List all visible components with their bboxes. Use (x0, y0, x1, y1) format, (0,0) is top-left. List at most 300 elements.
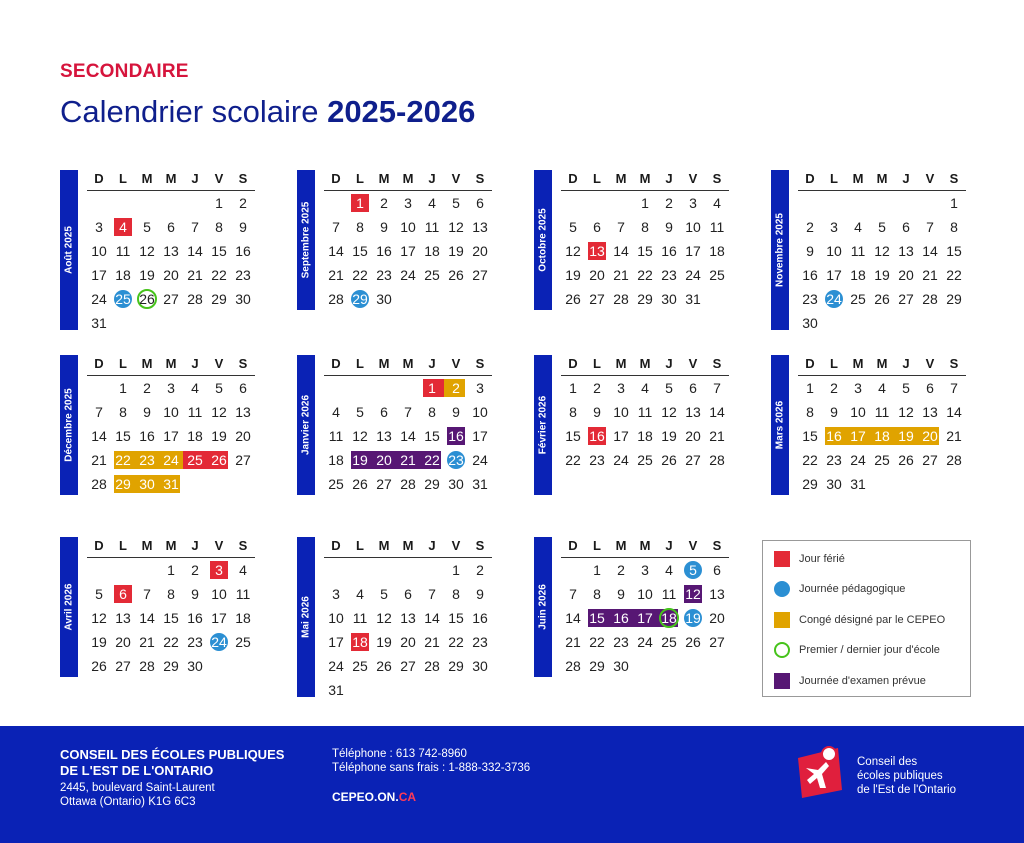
day-cell: 24 (613, 452, 629, 468)
day-cell: 25 (115, 291, 131, 307)
weekday-label: V (925, 356, 935, 371)
day-cell: 14 (922, 243, 938, 259)
day-cell: 16 (826, 428, 842, 444)
weekday-label: J (428, 538, 436, 553)
day-cell: 10 (328, 610, 344, 626)
day-cell: 4 (713, 195, 721, 211)
day-cell: 16 (235, 243, 251, 259)
day-cell: 9 (143, 404, 151, 420)
day-cell: 15 (565, 428, 581, 444)
weekday-label: J (428, 356, 436, 371)
day-cell: 14 (709, 404, 725, 420)
day-cell: 11 (352, 610, 368, 626)
legend-item (774, 610, 945, 630)
day-cell: 16 (589, 428, 605, 444)
day-cell: 11 (328, 428, 344, 444)
day-cell: 7 (404, 404, 412, 420)
day-cell: 25 (637, 452, 653, 468)
day-cell: 1 (452, 562, 460, 578)
day-cell: 3 (617, 380, 625, 396)
day-cell: 23 (826, 452, 842, 468)
day-cell: 9 (617, 586, 625, 602)
day-cell: 11 (235, 586, 251, 602)
day-cell: 24 (328, 658, 344, 674)
day-cell: 16 (613, 610, 629, 626)
day-cell: 21 (187, 267, 203, 283)
month-name: Août 2025 (63, 226, 75, 274)
day-cell: 5 (665, 380, 673, 396)
day-cell: 21 (946, 428, 962, 444)
day-cell: 2 (143, 380, 151, 396)
day-cell: 13 (589, 243, 605, 259)
subtitle: SECONDAIRE (60, 61, 189, 82)
weekday-header (87, 537, 255, 558)
day-cell: 3 (689, 195, 697, 211)
day-cell: 13 (709, 586, 725, 602)
day-cell: 27 (589, 291, 605, 307)
weekday-label: L (593, 356, 601, 371)
day-cell: 12 (874, 243, 890, 259)
weekday-label: J (665, 538, 673, 553)
day-cell: 19 (898, 428, 914, 444)
month-name: Décembre 2025 (63, 388, 75, 462)
legend-item (774, 640, 940, 660)
day-cell: 18 (235, 610, 251, 626)
weekday-label: M (378, 171, 390, 186)
day-cell: 26 (352, 476, 368, 492)
weekday-label: L (119, 538, 127, 553)
day-cell: 10 (613, 404, 629, 420)
day-cell: 16 (448, 428, 464, 444)
day-cell: 31 (163, 476, 179, 492)
day-cell: 15 (211, 243, 227, 259)
day-cell: 5 (878, 219, 886, 235)
day-cell: 6 (689, 380, 697, 396)
day-cell: 11 (709, 219, 725, 235)
weekday-label: M (141, 538, 153, 553)
day-cell: 19 (376, 634, 392, 650)
month-name: Avril 2026 (63, 583, 75, 631)
day-cell: 8 (428, 404, 436, 420)
day-cell: 6 (476, 195, 484, 211)
weekday-label: M (615, 171, 627, 186)
day-cell: 13 (235, 404, 251, 420)
day-cell: 7 (428, 586, 436, 602)
day-cell: 13 (400, 610, 416, 626)
weekday-label: L (356, 538, 364, 553)
day-cell: 19 (874, 267, 890, 283)
day-cell: 25 (352, 658, 368, 674)
day-cell: 14 (91, 428, 107, 444)
day-cell: 5 (215, 380, 223, 396)
day-cell: 30 (472, 658, 488, 674)
day-cell: 28 (187, 291, 203, 307)
day-cell: 23 (139, 452, 155, 468)
weekday-label: M (378, 538, 390, 553)
day-cell: 21 (139, 634, 155, 650)
day-cell: 23 (235, 267, 251, 283)
day-cell: 10 (211, 586, 227, 602)
day-cell: 22 (115, 452, 131, 468)
weekday-label: S (712, 171, 722, 186)
day-cell: 29 (637, 291, 653, 307)
day-cell: 11 (115, 243, 131, 259)
weekday-label: J (191, 171, 199, 186)
month-label-bar (297, 170, 315, 310)
weekday-label: S (238, 538, 248, 553)
day-cell: 16 (472, 610, 488, 626)
weekday-label: V (451, 538, 461, 553)
day-cell: 16 (376, 243, 392, 259)
toll-free-number: Téléphone sans frais : 1-888-332-3736 (332, 762, 531, 774)
day-cell: 25 (235, 634, 251, 650)
day-cell: 18 (424, 243, 440, 259)
day-cell: 11 (874, 404, 890, 420)
day-cell: 21 (400, 452, 416, 468)
day-cell: 26 (874, 291, 890, 307)
month-name: Septembre 2025 (300, 201, 312, 279)
day-cell: 18 (850, 267, 866, 283)
org-line-2: DE L'EST DE L'ONTARIO (60, 763, 214, 778)
day-cell: 6 (713, 562, 721, 578)
day-cell: 8 (593, 586, 601, 602)
day-cell: 5 (380, 586, 388, 602)
day-cell: 26 (661, 452, 677, 468)
day-cell: 7 (191, 219, 199, 235)
weekday-label: V (688, 356, 698, 371)
weekday-label: M (165, 356, 177, 371)
day-cell: 9 (191, 586, 199, 602)
day-cell: 24 (163, 452, 179, 468)
day-cell: 10 (91, 243, 107, 259)
month-label-bar (534, 170, 552, 310)
cepeo-logo-icon (796, 746, 844, 800)
page-title (60, 94, 475, 130)
day-cell: 22 (802, 452, 818, 468)
day-cell: 3 (332, 586, 340, 602)
title-prefix: Calendrier scolaire (60, 94, 319, 129)
weekday-label: S (475, 171, 485, 186)
day-cell: 21 (922, 267, 938, 283)
month-name: Février 2026 (537, 395, 549, 455)
day-cell: 9 (476, 586, 484, 602)
day-cell: 25 (328, 476, 344, 492)
day-cell: 2 (476, 562, 484, 578)
day-cell: 1 (215, 195, 223, 211)
weekday-label: V (688, 171, 698, 186)
day-cell: 9 (239, 219, 247, 235)
day-cell: 7 (569, 586, 577, 602)
day-cell: 23 (472, 634, 488, 650)
day-cell: 11 (637, 404, 653, 420)
day-cell: 20 (235, 428, 251, 444)
day-cell: 22 (637, 267, 653, 283)
weekday-label: L (593, 538, 601, 553)
weekday-label: S (475, 356, 485, 371)
day-cell: 26 (376, 658, 392, 674)
day-cell: 29 (352, 291, 368, 307)
title-year: 2025-2026 (327, 94, 476, 129)
weekday-label: S (949, 171, 959, 186)
day-cell: 12 (91, 610, 107, 626)
day-cell: 10 (472, 404, 488, 420)
day-cell: 21 (424, 634, 440, 650)
day-cell: 12 (565, 243, 581, 259)
day-cell: 24 (400, 267, 416, 283)
day-cell: 16 (139, 428, 155, 444)
day-cell: 21 (709, 428, 725, 444)
day-cell: 13 (922, 404, 938, 420)
phone-info (332, 747, 530, 775)
day-cell: 13 (115, 610, 131, 626)
legend-ring-icon (774, 642, 790, 658)
day-cell: 5 (689, 562, 697, 578)
weekday-label: L (119, 171, 127, 186)
weekday-header (87, 170, 255, 191)
day-cell: 25 (661, 634, 677, 650)
day-cell: 15 (163, 610, 179, 626)
day-cell: 12 (448, 219, 464, 235)
day-cell: 28 (922, 291, 938, 307)
day-cell: 4 (191, 380, 199, 396)
day-cell: 24 (91, 291, 107, 307)
day-cell: 22 (163, 634, 179, 650)
day-cell: 8 (641, 219, 649, 235)
weekday-label: L (119, 356, 127, 371)
weekday-label: D (94, 171, 104, 186)
day-cell: 4 (119, 219, 127, 235)
day-cell: 14 (424, 610, 440, 626)
day-cell: 5 (569, 219, 577, 235)
day-cell: 1 (950, 195, 958, 211)
day-cell: 1 (356, 195, 364, 211)
day-cell: 20 (400, 634, 416, 650)
weekday-label: D (568, 538, 578, 553)
day-cell: 13 (376, 428, 392, 444)
day-cell: 14 (139, 610, 155, 626)
legend (762, 540, 971, 697)
day-cell: 15 (448, 610, 464, 626)
address-line-2: Ottawa (Ontario) K1G 6C3 (60, 796, 196, 808)
day-cell: 25 (874, 452, 890, 468)
day-cell: 1 (428, 380, 436, 396)
day-cell: 30 (802, 315, 818, 331)
weekday-label: J (428, 171, 436, 186)
day-cell: 9 (665, 219, 673, 235)
address-line-1: 2445, boulevard Saint-Laurent (60, 782, 215, 794)
day-cell: 30 (613, 658, 629, 674)
address (60, 781, 215, 809)
day-cell: 27 (235, 452, 251, 468)
website-link[interactable] (332, 790, 416, 804)
day-cell: 16 (802, 267, 818, 283)
day-cell: 2 (617, 562, 625, 578)
logo-line-1: Conseil des (857, 756, 918, 768)
day-cell: 30 (448, 476, 464, 492)
day-cell: 26 (685, 634, 701, 650)
day-cell: 28 (613, 291, 629, 307)
weekday-label: J (665, 171, 673, 186)
weekday-label: V (214, 356, 224, 371)
month-label-bar (297, 537, 315, 697)
day-cell: 28 (328, 291, 344, 307)
day-cell: 3 (854, 380, 862, 396)
day-cell: 8 (215, 219, 223, 235)
weekday-label: M (165, 171, 177, 186)
day-cell: 24 (472, 452, 488, 468)
day-cell: 17 (163, 428, 179, 444)
weekday-label: J (191, 356, 199, 371)
day-cell: 4 (356, 586, 364, 602)
day-cell: 3 (641, 562, 649, 578)
day-cell: 1 (569, 380, 577, 396)
day-cell: 4 (332, 404, 340, 420)
day-cell: 7 (332, 219, 340, 235)
day-cell: 31 (91, 315, 107, 331)
day-cell: 14 (187, 243, 203, 259)
day-cell: 28 (139, 658, 155, 674)
day-cell: 11 (661, 586, 677, 602)
day-cell: 4 (665, 562, 673, 578)
day-cell: 20 (376, 452, 392, 468)
day-cell: 3 (215, 562, 223, 578)
day-cell: 27 (115, 658, 131, 674)
day-cell: 6 (239, 380, 247, 396)
day-cell: 21 (613, 267, 629, 283)
day-cell: 11 (424, 219, 440, 235)
day-cell: 20 (472, 243, 488, 259)
weekday-label: M (402, 538, 414, 553)
day-cell: 6 (593, 219, 601, 235)
day-cell: 17 (637, 610, 653, 626)
day-cell: 23 (802, 291, 818, 307)
day-cell: 20 (115, 634, 131, 650)
legend-label: Congé désigné par le CEPEO (799, 614, 946, 626)
weekday-label: V (925, 171, 935, 186)
month-label-bar (771, 355, 789, 495)
day-cell: 26 (565, 291, 581, 307)
footer (0, 726, 1024, 843)
month-label-bar (534, 355, 552, 495)
day-cell: 1 (167, 562, 175, 578)
logo-line-2: écoles publiques (857, 770, 943, 782)
day-cell: 18 (874, 428, 890, 444)
day-cell: 28 (91, 476, 107, 492)
day-cell: 17 (685, 243, 701, 259)
day-cell: 17 (826, 267, 842, 283)
legend-label: Premier / dernier jour d'école (799, 644, 940, 656)
day-cell: 9 (806, 243, 814, 259)
day-cell: 12 (661, 404, 677, 420)
month-label-bar (60, 170, 78, 330)
day-cell: 30 (376, 291, 392, 307)
day-cell: 18 (637, 428, 653, 444)
day-cell: 24 (826, 291, 842, 307)
weekday-label: D (331, 356, 341, 371)
day-cell: 22 (946, 267, 962, 283)
day-cell: 24 (211, 634, 227, 650)
day-cell: 6 (380, 404, 388, 420)
day-cell: 9 (593, 404, 601, 420)
weekday-label: L (356, 356, 364, 371)
day-cell: 11 (850, 243, 866, 259)
day-cell: 20 (709, 610, 725, 626)
legend-label: Journée d'examen prévue (799, 675, 926, 687)
day-cell: 10 (637, 586, 653, 602)
weekday-label: V (451, 356, 461, 371)
day-cell: 21 (565, 634, 581, 650)
day-cell: 16 (661, 243, 677, 259)
month-name: Mars 2026 (774, 400, 786, 450)
day-cell: 13 (163, 243, 179, 259)
day-cell: 10 (826, 243, 842, 259)
legend-item (774, 549, 845, 569)
day-cell: 23 (613, 634, 629, 650)
weekday-label: L (356, 171, 364, 186)
day-cell: 7 (950, 380, 958, 396)
weekday-label: S (949, 356, 959, 371)
weekday-label: S (238, 356, 248, 371)
day-cell: 14 (400, 428, 416, 444)
day-cell: 7 (95, 404, 103, 420)
day-cell: 8 (806, 404, 814, 420)
day-cell: 10 (685, 219, 701, 235)
website-tld: CA (398, 790, 417, 804)
weekday-label: D (805, 171, 815, 186)
weekday-label: M (615, 538, 627, 553)
day-cell: 1 (119, 380, 127, 396)
day-cell: 12 (211, 404, 227, 420)
day-cell: 3 (830, 219, 838, 235)
day-cell: 17 (91, 267, 107, 283)
day-cell: 6 (926, 380, 934, 396)
day-cell: 3 (476, 380, 484, 396)
day-cell: 1 (641, 195, 649, 211)
weekday-label: J (191, 538, 199, 553)
legend-item (774, 579, 905, 599)
day-cell: 14 (946, 404, 962, 420)
legend-square-icon (774, 673, 790, 689)
day-cell: 15 (115, 428, 131, 444)
day-cell: 1 (593, 562, 601, 578)
day-cell: 18 (709, 243, 725, 259)
day-cell: 2 (380, 195, 388, 211)
weekday-header (324, 355, 492, 376)
weekday-header (324, 170, 492, 191)
weekday-header (798, 170, 966, 191)
month-label-bar (297, 355, 315, 495)
weekday-label: S (238, 171, 248, 186)
day-cell: 31 (328, 682, 344, 698)
day-cell: 5 (356, 404, 364, 420)
day-cell: 15 (637, 243, 653, 259)
weekday-label: M (876, 356, 888, 371)
day-cell: 18 (661, 610, 677, 626)
weekday-label: D (331, 538, 341, 553)
day-cell: 22 (352, 267, 368, 283)
day-cell: 28 (946, 452, 962, 468)
org-line-1: CONSEIL DES ÉCOLES PUBLIQUES (60, 747, 285, 762)
weekday-label: J (902, 171, 910, 186)
day-cell: 12 (376, 610, 392, 626)
day-cell: 30 (826, 476, 842, 492)
day-cell: 27 (376, 476, 392, 492)
day-cell: 2 (830, 380, 838, 396)
day-cell: 15 (946, 243, 962, 259)
day-cell: 17 (328, 634, 344, 650)
day-cell: 15 (802, 428, 818, 444)
weekday-header (561, 355, 729, 376)
